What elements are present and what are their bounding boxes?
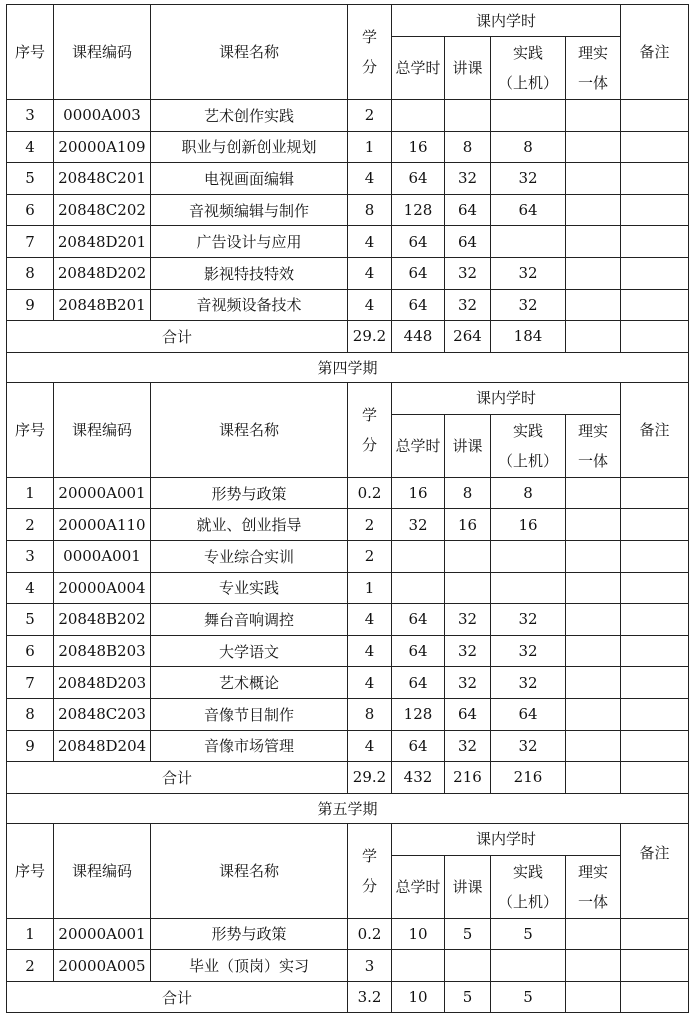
cell-remarks	[621, 667, 689, 699]
total-integrated	[566, 981, 621, 1013]
cell-seq: 7	[7, 226, 54, 258]
cell-lecture	[445, 100, 491, 132]
header-row-top	[7, 823, 689, 855]
cell-seq: 5	[7, 604, 54, 636]
cell-code: 20000A001	[54, 918, 151, 950]
cell-integrated	[566, 730, 621, 762]
cell-practice	[491, 100, 566, 132]
cell-lecture: 32	[445, 604, 491, 636]
cell-code: 20848C201	[54, 163, 151, 195]
cell-course-name: 形势与政策	[151, 918, 348, 950]
cell-seq: 2	[7, 509, 54, 541]
cell-lecture: 32	[445, 289, 491, 321]
cell-remarks	[621, 289, 689, 321]
cell-practice: 32	[491, 667, 566, 699]
cell-practice: 32	[491, 289, 566, 321]
cell-code: 20000A001	[54, 477, 151, 509]
header-row-top	[7, 382, 689, 414]
term-title: 第四学期	[7, 352, 689, 382]
table-row	[7, 604, 689, 636]
cell-total-hours: 64	[392, 257, 445, 289]
cell-lecture: 32	[445, 257, 491, 289]
cell-integrated	[566, 540, 621, 572]
header-lecture: 讲课	[445, 855, 491, 918]
cell-total-hours	[392, 100, 445, 132]
table-row	[7, 131, 689, 163]
cell-remarks	[621, 698, 689, 730]
cell-remarks	[621, 477, 689, 509]
cell-code: 20848D203	[54, 667, 151, 699]
cell-course-name: 形势与政策	[151, 477, 348, 509]
header-hours-group: 课内学时	[392, 823, 621, 855]
cell-code: 20848B201	[54, 289, 151, 321]
cell-practice: 8	[491, 477, 566, 509]
cell-remarks	[621, 194, 689, 226]
cell-integrated	[566, 289, 621, 321]
cell-practice	[491, 572, 566, 604]
cell-course-name: 音视频设备技术	[151, 289, 348, 321]
cell-lecture: 64	[445, 226, 491, 258]
cell-credit: 4	[348, 730, 392, 762]
table-row	[7, 100, 689, 132]
header-code: 课程编码	[54, 382, 151, 477]
cell-practice	[491, 950, 566, 982]
table-row	[7, 730, 689, 762]
cell-lecture: 32	[445, 667, 491, 699]
cell-total-hours: 64	[392, 635, 445, 667]
table-row	[7, 163, 689, 195]
cell-remarks	[621, 918, 689, 950]
cell-seq: 3	[7, 540, 54, 572]
cell-code: 20848C202	[54, 194, 151, 226]
cell-code: 20848B203	[54, 635, 151, 667]
cell-credit: 1	[348, 572, 392, 604]
cell-remarks	[621, 100, 689, 132]
cell-remarks	[621, 635, 689, 667]
cell-remarks	[621, 257, 689, 289]
cell-credit: 4	[348, 226, 392, 258]
header-total-hours: 总学时	[392, 414, 445, 477]
header-practice-line1: 实践	[512, 862, 543, 881]
cell-seq: 9	[7, 289, 54, 321]
header-row-top	[7, 5, 689, 37]
cell-code: 20848D202	[54, 257, 151, 289]
header-practice-line1: 实践	[512, 44, 543, 62]
cell-integrated	[566, 604, 621, 636]
cell-total-hours	[392, 572, 445, 604]
total-practice: 5	[491, 981, 566, 1013]
header-practice-line2: （上机）	[497, 451, 558, 470]
cell-integrated	[566, 194, 621, 226]
header-integrated-line2: 一体	[577, 451, 608, 470]
header-name: 课程名称	[151, 823, 348, 918]
header-practice	[491, 414, 566, 477]
cell-code: 20000A004	[54, 572, 151, 604]
header-credit-line1: 学	[361, 846, 377, 865]
cell-credit: 0.2	[348, 918, 392, 950]
total-credit: 29.2	[348, 762, 392, 794]
total-remarks	[621, 981, 689, 1013]
header-credit	[348, 382, 392, 477]
cell-seq: 4	[7, 131, 54, 163]
cell-remarks	[621, 950, 689, 982]
table-row	[7, 667, 689, 699]
total-practice: 184	[491, 321, 566, 353]
cell-code: 20000A109	[54, 131, 151, 163]
term-title-row	[7, 793, 689, 823]
cell-integrated	[566, 635, 621, 667]
cell-lecture	[445, 572, 491, 604]
header-integrated-line2: 一体	[577, 74, 608, 92]
cell-course-name: 电视画面编辑	[151, 163, 348, 195]
header-practice-line2: （上机）	[497, 892, 558, 911]
header-code: 课程编码	[54, 5, 151, 100]
cell-credit: 4	[348, 635, 392, 667]
cell-lecture: 32	[445, 635, 491, 667]
cell-total-hours: 128	[392, 194, 445, 226]
header-lecture: 讲课	[445, 414, 491, 477]
table-row	[7, 289, 689, 321]
cell-integrated	[566, 572, 621, 604]
cell-seq: 6	[7, 194, 54, 226]
cell-practice	[491, 540, 566, 572]
cell-seq: 2	[7, 950, 54, 982]
table-row	[7, 635, 689, 667]
total-lecture: 264	[445, 321, 491, 353]
cell-credit: 4	[348, 257, 392, 289]
header-practice	[491, 855, 566, 918]
total-row	[7, 762, 689, 794]
cell-seq: 6	[7, 635, 54, 667]
cell-credit: 8	[348, 194, 392, 226]
cell-course-name: 专业实践	[151, 572, 348, 604]
total-row	[7, 981, 689, 1013]
cell-credit: 3	[348, 950, 392, 982]
table-row	[7, 194, 689, 226]
header-seq: 序号	[7, 823, 54, 918]
cell-remarks	[621, 572, 689, 604]
cell-practice: 32	[491, 604, 566, 636]
header-hours-group: 课内学时	[392, 5, 621, 37]
cell-seq: 1	[7, 918, 54, 950]
header-remarks: 备注	[621, 5, 689, 100]
header-credit-line2: 分	[361, 876, 377, 895]
total-practice: 216	[491, 762, 566, 794]
cell-practice	[491, 226, 566, 258]
total-label: 合计	[7, 981, 348, 1013]
cell-seq: 1	[7, 477, 54, 509]
cell-total-hours: 64	[392, 667, 445, 699]
header-integrated	[566, 37, 621, 100]
header-practice-line1: 实践	[512, 421, 543, 440]
header-integrated	[566, 855, 621, 918]
cell-total-hours: 16	[392, 477, 445, 509]
cell-practice: 16	[491, 509, 566, 541]
header-total-hours: 总学时	[392, 37, 445, 100]
term-title-row	[7, 352, 689, 382]
table-row	[7, 698, 689, 730]
cell-course-name: 广告设计与应用	[151, 226, 348, 258]
header-remarks: 备注	[621, 382, 689, 477]
term-title: 第五学期	[7, 793, 689, 823]
cell-seq: 8	[7, 257, 54, 289]
cell-course-name: 毕业（顶岗）实习	[151, 950, 348, 982]
cell-integrated	[566, 477, 621, 509]
cell-integrated	[566, 918, 621, 950]
table-row	[7, 540, 689, 572]
cell-total-hours: 64	[392, 226, 445, 258]
cell-code: 0000A001	[54, 540, 151, 572]
total-hours: 432	[392, 762, 445, 794]
cell-practice: 32	[491, 730, 566, 762]
cell-course-name: 就业、创业指导	[151, 509, 348, 541]
total-integrated	[566, 321, 621, 353]
header-credit-line2: 分	[361, 58, 377, 76]
cell-credit: 1	[348, 131, 392, 163]
cell-code: 20848C203	[54, 698, 151, 730]
cell-code: 20848D204	[54, 730, 151, 762]
cell-seq: 5	[7, 163, 54, 195]
header-credit-line2: 分	[361, 435, 377, 454]
cell-remarks	[621, 509, 689, 541]
cell-total-hours: 64	[392, 730, 445, 762]
header-practice	[491, 37, 566, 100]
cell-total-hours: 64	[392, 163, 445, 195]
total-lecture: 216	[445, 762, 491, 794]
cell-remarks	[621, 730, 689, 762]
header-seq: 序号	[7, 382, 54, 477]
header-integrated	[566, 414, 621, 477]
total-lecture: 5	[445, 981, 491, 1013]
table-row	[7, 572, 689, 604]
total-row	[7, 321, 689, 353]
cell-total-hours: 64	[392, 604, 445, 636]
cell-course-name: 职业与创新创业规划	[151, 131, 348, 163]
cell-total-hours: 16	[392, 131, 445, 163]
cell-integrated	[566, 100, 621, 132]
cell-course-name: 艺术创作实践	[151, 100, 348, 132]
cell-seq: 7	[7, 667, 54, 699]
cell-remarks	[621, 540, 689, 572]
total-hours: 10	[392, 981, 445, 1013]
header-practice-line2: （上机）	[497, 74, 558, 92]
cell-remarks	[621, 604, 689, 636]
cell-seq: 3	[7, 100, 54, 132]
cell-practice: 32	[491, 257, 566, 289]
header-total-hours: 总学时	[392, 855, 445, 918]
cell-code: 20848B202	[54, 604, 151, 636]
cell-credit: 2	[348, 509, 392, 541]
cell-credit: 2	[348, 100, 392, 132]
cell-lecture: 32	[445, 163, 491, 195]
cell-practice: 64	[491, 698, 566, 730]
cell-integrated	[566, 131, 621, 163]
header-name: 课程名称	[151, 5, 348, 100]
header-integrated-line1: 理实	[577, 862, 608, 881]
table-row	[7, 950, 689, 982]
header-credit-line1: 学	[361, 28, 377, 46]
cell-course-name: 音视频编辑与制作	[151, 194, 348, 226]
cell-lecture: 16	[445, 509, 491, 541]
cell-course-name: 艺术概论	[151, 667, 348, 699]
cell-code: 20848D201	[54, 226, 151, 258]
table-row	[7, 257, 689, 289]
cell-integrated	[566, 667, 621, 699]
total-label: 合计	[7, 762, 348, 794]
header-credit-line1: 学	[361, 405, 377, 424]
table-row	[7, 918, 689, 950]
cell-integrated	[566, 509, 621, 541]
cell-practice: 8	[491, 131, 566, 163]
cell-lecture: 64	[445, 698, 491, 730]
cell-integrated	[566, 698, 621, 730]
cell-seq: 4	[7, 572, 54, 604]
cell-credit: 4	[348, 604, 392, 636]
total-label: 合计	[7, 321, 348, 353]
cell-course-name: 舞台音响调控	[151, 604, 348, 636]
cell-lecture: 5	[445, 918, 491, 950]
header-credit	[348, 823, 392, 918]
cell-lecture	[445, 950, 491, 982]
cell-credit: 0.2	[348, 477, 392, 509]
cell-integrated	[566, 226, 621, 258]
cell-seq: 9	[7, 730, 54, 762]
course-schedule-table	[6, 4, 689, 1013]
header-credit	[348, 5, 392, 100]
total-remarks	[621, 762, 689, 794]
table-row	[7, 477, 689, 509]
header-code: 课程编码	[54, 823, 151, 918]
total-integrated	[566, 762, 621, 794]
cell-practice: 32	[491, 163, 566, 195]
cell-integrated	[566, 163, 621, 195]
cell-lecture	[445, 540, 491, 572]
cell-remarks	[621, 226, 689, 258]
cell-lecture: 32	[445, 730, 491, 762]
cell-remarks	[621, 131, 689, 163]
cell-lecture: 64	[445, 194, 491, 226]
cell-course-name: 专业综合实训	[151, 540, 348, 572]
cell-code: 20000A110	[54, 509, 151, 541]
cell-credit: 8	[348, 698, 392, 730]
cell-lecture: 8	[445, 131, 491, 163]
cell-course-name: 音像市场管理	[151, 730, 348, 762]
cell-practice: 64	[491, 194, 566, 226]
table-row	[7, 509, 689, 541]
cell-integrated	[566, 950, 621, 982]
total-credit: 29.2	[348, 321, 392, 353]
cell-remarks	[621, 163, 689, 195]
cell-credit: 2	[348, 540, 392, 572]
cell-total-hours: 64	[392, 289, 445, 321]
header-integrated-line1: 理实	[577, 44, 608, 62]
cell-total-hours: 32	[392, 509, 445, 541]
cell-total-hours	[392, 950, 445, 982]
cell-credit: 4	[348, 289, 392, 321]
cell-practice: 32	[491, 635, 566, 667]
cell-total-hours	[392, 540, 445, 572]
header-seq: 序号	[7, 5, 54, 100]
cell-seq: 8	[7, 698, 54, 730]
header-lecture: 讲课	[445, 37, 491, 100]
cell-credit: 4	[348, 667, 392, 699]
cell-total-hours: 128	[392, 698, 445, 730]
cell-code: 0000A003	[54, 100, 151, 132]
header-remarks: 备注	[621, 823, 689, 918]
cell-course-name: 大学语文	[151, 635, 348, 667]
cell-total-hours: 10	[392, 918, 445, 950]
cell-course-name: 影视特技特效	[151, 257, 348, 289]
header-hours-group: 课内学时	[392, 382, 621, 414]
total-remarks	[621, 321, 689, 353]
header-integrated-line1: 理实	[577, 421, 608, 440]
header-name: 课程名称	[151, 382, 348, 477]
cell-course-name: 音像节目制作	[151, 698, 348, 730]
cell-lecture: 8	[445, 477, 491, 509]
cell-integrated	[566, 257, 621, 289]
cell-practice: 5	[491, 918, 566, 950]
total-credit: 3.2	[348, 981, 392, 1013]
total-hours: 448	[392, 321, 445, 353]
cell-credit: 4	[348, 163, 392, 195]
header-integrated-line2: 一体	[577, 892, 608, 911]
cell-code: 20000A005	[54, 950, 151, 982]
table-row	[7, 226, 689, 258]
